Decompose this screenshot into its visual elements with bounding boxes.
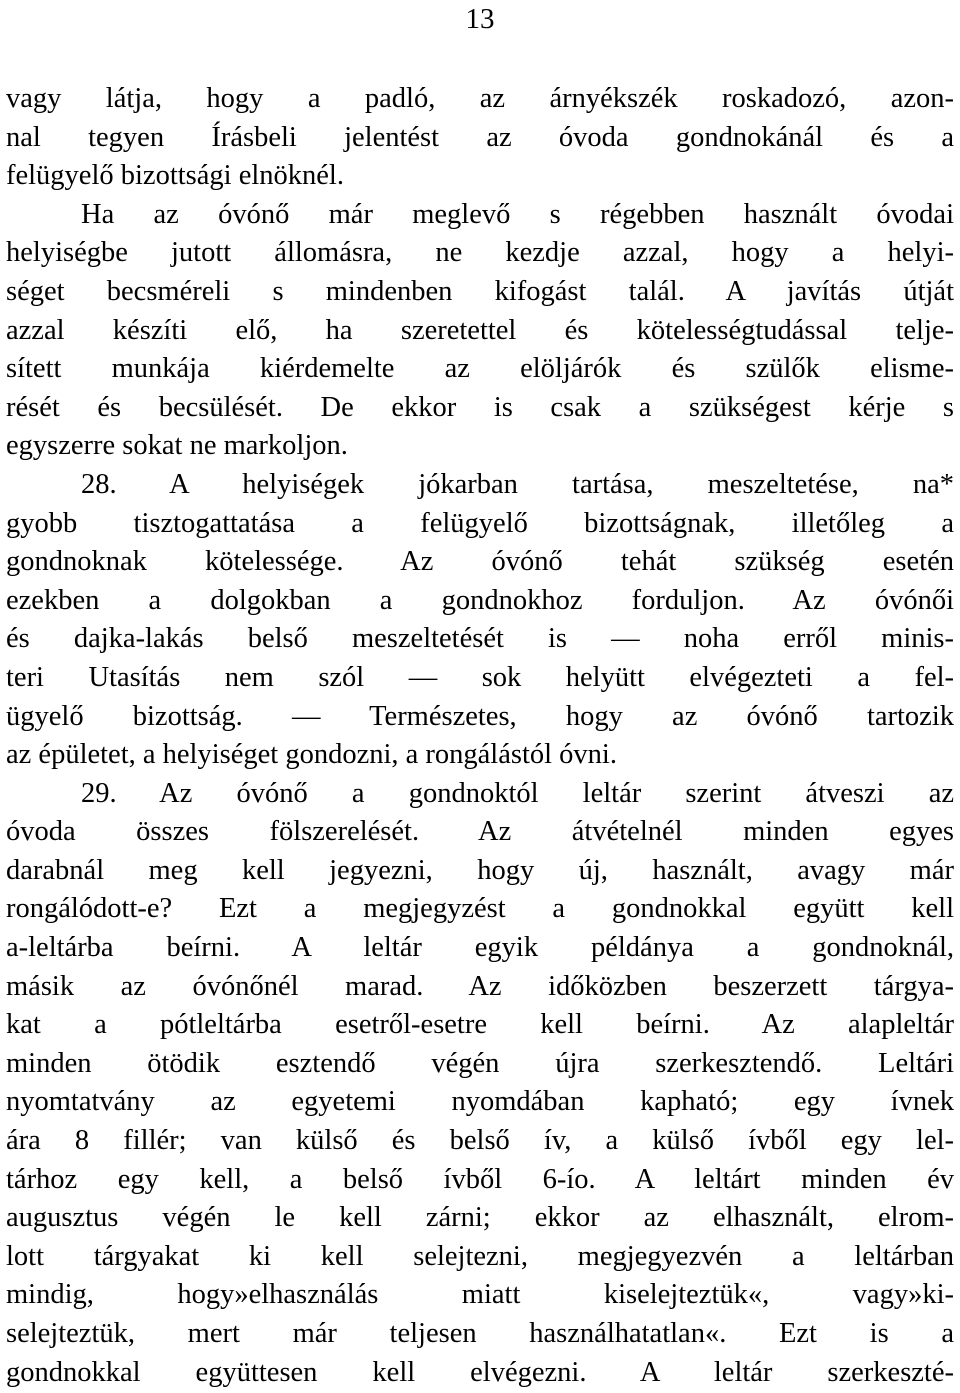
- text-line: óvoda összes fölszerelését. Az átvételnél minden egyes: [6, 816, 954, 848]
- text-line: selejteztük, mert már teljesen használhatatlan«. Ezt is a: [6, 1318, 954, 1349]
- page-number: 13: [465, 3, 495, 35]
- text-line: másik az óvónőnél marad. Az időközben beszerzett tárgya-: [6, 970, 954, 1002]
- text-line: nyomtatvány az egyetemi nyomdában kapható; egy ívnek: [6, 1086, 954, 1118]
- text-line: a-leltárba beírni. A leltár egyik példánya a gondnoknál,: [6, 932, 954, 964]
- text-line: tárhoz egy kell, a belső ívből 6-ío. A leltárt minden év: [6, 1163, 954, 1195]
- text-line: ügyelő bizottság. — Természetes, hogy az óvónő tartozik: [6, 700, 954, 732]
- text-line: Ha az óvónő már meglevő s régebben használt óvodai: [81, 198, 954, 230]
- text-line: rongálódott-e? Ezt a megjegyzést a gondnokkal együtt kell: [6, 893, 954, 925]
- text-line: azzal készíti elő, ha szeretettel és kötelességtudással telje-: [6, 314, 954, 346]
- text-line: felügyelő bizottsági elnöknél.: [6, 160, 344, 192]
- text-line: ára 8 fillér; van külső és belső ív, a külső ívből egy lel-: [6, 1125, 954, 1157]
- text-line: az épületet, a helyiséget gondozni, a rongálástól óvni.: [6, 739, 617, 771]
- text-line: helyiségbe jutott állomásra, ne kezdje azzal, hogy a helyi-: [6, 237, 954, 269]
- text-line: gyobb tisztogattatása a felügyelő bizottságnak, illetőleg a: [6, 507, 954, 539]
- text-line: vagy látja, hogy a padló, az árnyékszék roskadozó, azon-: [6, 83, 954, 114]
- text-line: és dajka-lakás belső meszeltetését is — noha erről minis-: [6, 623, 954, 655]
- text-line: rését és becsülését. De ekkor is csak a szükségest kérje s: [6, 391, 954, 423]
- text-line: ezekben a dolgokban a gondnokhoz forduljon. Az óvónői: [6, 584, 954, 616]
- text-line: séget becsméreli s mindenben kifogást talál. A javítás útját: [6, 275, 954, 307]
- text-line: lott tárgyakat ki kell selejtezni, megjegyezvén a leltárban: [6, 1240, 954, 1272]
- text-line: teri Utasítás nem szól — sok helyütt elvégezteti a fel-: [6, 661, 954, 693]
- text-line: gondnokkal együttesen kell elvégezni. A leltár szerkeszté-: [6, 1356, 954, 1388]
- body-text: [6, 80, 954, 1392]
- text-line: sített munkája kiérdemelte az elöljárók és szülők elisme-: [6, 353, 954, 385]
- text-line: 29. Az óvónő a gondnoktól leltár szerint átveszi az: [81, 777, 954, 809]
- text-line: gondnoknak kötelessége. Az óvónő tehát szükség esetén: [6, 546, 954, 578]
- text-line: minden ötödik esztendő végén újra szerkesztendő. Leltári: [6, 1047, 954, 1079]
- text-line: 28. A helyiségek jókarban tartása, meszeltetése, na*: [81, 468, 954, 500]
- text-line: kat a pótleltárba esetről-esetre kell beírni. Az alapleltár: [6, 1009, 954, 1041]
- text-line: darabnál meg kell jegyezni, hogy új, használt, avagy már: [6, 854, 954, 886]
- text-line: augusztus végén le kell zárni; ekkor az elhasznált, elrom-: [6, 1202, 954, 1234]
- text-line: egyszerre sokat ne markoljon.: [6, 430, 348, 462]
- text-line: nal tegyen Írásbeli jelentést az óvoda gondnokánál és a: [6, 121, 954, 153]
- text-line: mindig, hogy»elhasználás miatt kiselejteztük«, vagy»ki-: [6, 1279, 954, 1311]
